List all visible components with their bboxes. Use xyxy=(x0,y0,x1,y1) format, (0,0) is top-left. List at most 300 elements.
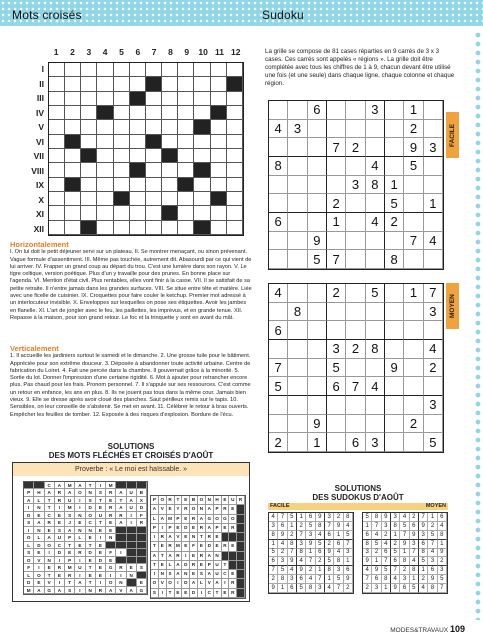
crossword-cell[interactable] xyxy=(178,120,194,134)
row-label: VI xyxy=(35,136,44,147)
sudoku-cell-empty-cell[interactable] xyxy=(366,232,385,251)
crossword-cell[interactable] xyxy=(65,120,81,134)
sudoku-grid-moyen[interactable] xyxy=(268,283,444,453)
solution-digit: 1 xyxy=(400,549,409,558)
solution-letter: I xyxy=(24,504,34,511)
crossword-cell[interactable] xyxy=(130,221,146,235)
sudoku-cell-empty-cell[interactable] xyxy=(424,250,443,269)
sudoku-cell-empty-cell[interactable] xyxy=(404,340,423,359)
sudoku-cell-empty-cell[interactable] xyxy=(269,138,288,157)
crossword-cell[interactable] xyxy=(162,77,178,91)
sudoku-cell-empty-cell[interactable] xyxy=(385,232,404,251)
crossword-cell[interactable] xyxy=(146,163,162,177)
sudoku-cell-empty-cell[interactable] xyxy=(346,303,365,322)
crossword-cell[interactable] xyxy=(130,192,146,206)
sudoku-cell-empty-cell[interactable] xyxy=(385,303,404,322)
crossword-cell[interactable] xyxy=(65,206,81,220)
crossword-cell[interactable] xyxy=(49,192,65,206)
crossword-row-labels xyxy=(28,62,46,236)
crossword-cell[interactable] xyxy=(146,221,162,235)
crossword-cell[interactable] xyxy=(130,206,146,220)
solution-letter: G xyxy=(106,564,116,571)
crossword-cell[interactable] xyxy=(97,206,113,220)
sudoku-cell-empty-cell[interactable] xyxy=(288,396,307,415)
solution-digit: 2 xyxy=(438,557,447,566)
sudoku-cell-empty-cell[interactable] xyxy=(288,415,307,434)
solution-letter: A xyxy=(116,504,126,511)
sudoku-cell-empty-cell[interactable] xyxy=(385,321,404,340)
sudoku-cell-empty-cell[interactable] xyxy=(346,250,365,269)
solution-letter: R xyxy=(182,505,190,514)
solution-letter: A xyxy=(127,497,137,504)
sudoku-cell-empty-cell[interactable] xyxy=(385,284,404,303)
sudoku-cell-empty-cell[interactable] xyxy=(424,157,443,176)
crossword-cell[interactable] xyxy=(49,135,65,149)
sudoku-cell-given: 4 xyxy=(366,377,385,396)
crossword-cell[interactable] xyxy=(178,163,194,177)
sudoku-cell-empty-cell[interactable] xyxy=(327,396,346,415)
crossword-cell[interactable] xyxy=(162,92,178,106)
sudoku-cell-empty-cell[interactable] xyxy=(346,232,365,251)
crossword-cell[interactable] xyxy=(114,106,130,120)
crossword-cell[interactable] xyxy=(194,206,210,220)
crossword-cell[interactable] xyxy=(146,92,162,106)
sudoku-cell-empty-cell[interactable] xyxy=(327,303,346,322)
sudoku-cell-empty-cell[interactable] xyxy=(308,284,327,303)
solution-letter: O xyxy=(86,512,96,519)
solution-digit: 5 xyxy=(297,584,306,593)
sudoku-cell-empty-cell[interactable] xyxy=(288,340,307,359)
crossword-cell[interactable] xyxy=(49,206,65,220)
solution-letter: R xyxy=(167,542,175,551)
sudoku-cell-empty-cell[interactable] xyxy=(385,396,404,415)
sudoku-cell-empty-cell[interactable] xyxy=(308,213,327,232)
crossword-cell[interactable] xyxy=(81,106,97,120)
solution-letter: H xyxy=(34,489,44,496)
crossword-cell[interactable] xyxy=(178,135,194,149)
crossword-cell[interactable] xyxy=(49,178,65,192)
solution-digit: 6 xyxy=(419,540,428,549)
crossword-cell[interactable] xyxy=(81,92,97,106)
sudoku-cell-empty-cell[interactable] xyxy=(366,396,385,415)
crossword-cell[interactable] xyxy=(49,149,65,163)
crossword-cell[interactable] xyxy=(227,178,243,192)
sudoku-cell-empty-cell[interactable] xyxy=(327,101,346,120)
crossword-cell[interactable] xyxy=(194,106,210,120)
sudoku-cell-empty-cell[interactable] xyxy=(288,377,307,396)
crossword-cell[interactable] xyxy=(227,221,243,235)
crossword-cell[interactable] xyxy=(65,221,81,235)
sudoku-cell-empty-cell[interactable] xyxy=(366,303,385,322)
solution-digit: 5 xyxy=(288,513,297,522)
solution-black-cell xyxy=(127,542,137,549)
solution-digit: 9 xyxy=(438,549,447,558)
sudoku-cell-empty-cell[interactable] xyxy=(269,194,288,213)
solution-digit: 1 xyxy=(391,531,400,540)
sudoku-cell-empty-cell[interactable] xyxy=(288,433,307,452)
crossword-cell[interactable] xyxy=(194,135,210,149)
crossword-cell[interactable] xyxy=(114,178,130,192)
solution-digit: 6 xyxy=(391,557,400,566)
crossword-cell[interactable] xyxy=(211,63,227,77)
crossword-cell[interactable] xyxy=(194,192,210,206)
crossword-cell[interactable] xyxy=(65,163,81,177)
solution-black-cell xyxy=(137,482,147,489)
sudoku-cell-empty-cell[interactable] xyxy=(269,415,288,434)
sudoku-cell-given: 7 xyxy=(424,284,443,303)
crossword-cell[interactable] xyxy=(81,135,97,149)
sudoku-cell-empty-cell[interactable] xyxy=(269,396,288,415)
crossword-cell[interactable] xyxy=(162,120,178,134)
crossword-cell[interactable] xyxy=(211,221,227,235)
sudoku-cell-empty-cell[interactable] xyxy=(385,415,404,434)
crossword-cell[interactable] xyxy=(146,106,162,120)
sudoku-cell-empty-cell[interactable] xyxy=(346,415,365,434)
crossword-cell[interactable] xyxy=(114,63,130,77)
sudoku-cell-empty-cell[interactable] xyxy=(385,433,404,452)
sudoku-cell-empty-cell[interactable] xyxy=(346,194,365,213)
crossword-cell[interactable] xyxy=(97,77,113,91)
crossword-cell[interactable] xyxy=(97,135,113,149)
crossword-cell[interactable] xyxy=(49,92,65,106)
sudoku-cell-empty-cell[interactable] xyxy=(404,194,423,213)
crossword-cell[interactable] xyxy=(211,178,227,192)
sudoku-cell-given: 8 xyxy=(366,340,385,359)
sudoku-cell-given: 9 xyxy=(308,415,327,434)
sudoku-cell-empty-cell[interactable] xyxy=(269,101,288,120)
crossword-cell[interactable] xyxy=(97,63,113,77)
sudoku-cell-empty-cell[interactable] xyxy=(424,213,443,232)
crossword-cell[interactable] xyxy=(146,149,162,163)
crossword-cell[interactable] xyxy=(178,92,194,106)
crossword-cell[interactable] xyxy=(227,149,243,163)
sudoku-cell-empty-cell[interactable] xyxy=(346,157,365,176)
sudoku-cell-empty-cell[interactable] xyxy=(288,284,307,303)
sudoku-cell-empty-cell[interactable] xyxy=(424,120,443,139)
sudoku-cell-empty-cell[interactable] xyxy=(346,396,365,415)
crossword-cell[interactable] xyxy=(227,92,243,106)
crossword-grid[interactable] xyxy=(48,62,244,236)
crossword-cell[interactable] xyxy=(97,192,113,206)
crossword-cell[interactable] xyxy=(49,120,65,134)
sudoku-cell-empty-cell[interactable] xyxy=(385,157,404,176)
crossword-cell[interactable] xyxy=(81,206,97,220)
sudoku-cell-given: 5 xyxy=(385,194,404,213)
crossword-cell[interactable] xyxy=(211,77,227,91)
sudoku-cell-empty-cell[interactable] xyxy=(308,303,327,322)
sudoku-cell-empty-cell[interactable] xyxy=(346,284,365,303)
solution-letter: E xyxy=(106,519,116,526)
sudoku-cell-empty-cell[interactable] xyxy=(424,377,443,396)
sudoku-cell-empty-cell[interactable] xyxy=(404,433,423,452)
solution-digit: 8 xyxy=(278,575,287,584)
solution-letter: E xyxy=(198,542,206,551)
sudoku-cell-empty-cell[interactable] xyxy=(366,359,385,378)
crossword-cell[interactable] xyxy=(97,120,113,134)
crossword-cell[interactable] xyxy=(194,149,210,163)
solution-digit: 4 xyxy=(382,540,391,549)
solution-digit: 3 xyxy=(325,513,334,522)
sudoku-cell-empty-cell[interactable] xyxy=(308,120,327,139)
sudoku-cell-empty-cell[interactable] xyxy=(269,176,288,195)
sudoku-cell-empty-cell[interactable] xyxy=(346,120,365,139)
crossword-cell[interactable] xyxy=(65,77,81,91)
sudoku-cell-empty-cell[interactable] xyxy=(308,176,327,195)
crossword-cell[interactable] xyxy=(211,149,227,163)
crossword-cell[interactable] xyxy=(146,206,162,220)
crossword-cell[interactable] xyxy=(194,178,210,192)
sudoku-cell-empty-cell[interactable] xyxy=(327,176,346,195)
sudoku-cell-empty-cell[interactable] xyxy=(327,232,346,251)
row-label: XI xyxy=(35,209,44,219)
crossword-cell[interactable] xyxy=(227,135,243,149)
crossword-cell[interactable] xyxy=(178,149,194,163)
crossword-cell[interactable] xyxy=(97,92,113,106)
solution-black-cell xyxy=(116,534,126,541)
sudoku-cell-given: 5 xyxy=(308,250,327,269)
sudoku-grid-facile[interactable] xyxy=(268,100,444,270)
crossword-cell[interactable] xyxy=(211,120,227,134)
crossword-cell[interactable] xyxy=(97,221,113,235)
sudoku-cell-empty-cell[interactable] xyxy=(366,250,385,269)
sudoku-cell-empty-cell[interactable] xyxy=(404,250,423,269)
sudoku-cell-empty-cell[interactable] xyxy=(346,101,365,120)
sudoku-cell-empty-cell[interactable] xyxy=(404,303,423,322)
solution-letter: R xyxy=(55,564,65,571)
crossword-cell[interactable] xyxy=(114,206,130,220)
crossword-cell[interactable] xyxy=(146,178,162,192)
section-title-crossword: Mots croisés xyxy=(12,8,82,22)
crossword-cell[interactable] xyxy=(65,192,81,206)
row-label: VII xyxy=(33,151,44,161)
crossword-cell[interactable] xyxy=(162,221,178,235)
crossword-cell[interactable] xyxy=(162,135,178,149)
sudoku-cell-empty-cell[interactable] xyxy=(327,157,346,176)
sudoku-cell-empty-cell[interactable] xyxy=(404,176,423,195)
crossword-cell[interactable] xyxy=(49,163,65,177)
crossword-cell[interactable] xyxy=(227,63,243,77)
crossword-cell[interactable] xyxy=(227,106,243,120)
sudoku-cell-empty-cell[interactable] xyxy=(288,176,307,195)
sudoku-cell-empty-cell[interactable] xyxy=(269,303,288,322)
solution-letter: A xyxy=(65,489,75,496)
sudoku-cell-empty-cell[interactable] xyxy=(366,138,385,157)
sudoku-cell-empty-cell[interactable] xyxy=(346,359,365,378)
crossword-cell[interactable] xyxy=(65,106,81,120)
crossword-cell[interactable] xyxy=(81,63,97,77)
sudoku-cell-empty-cell[interactable] xyxy=(269,250,288,269)
solution-letter: A xyxy=(214,579,222,588)
crossword-cell[interactable] xyxy=(211,206,227,220)
crossword-cell[interactable] xyxy=(130,135,146,149)
sudoku-cell-empty-cell[interactable] xyxy=(366,321,385,340)
crossword-cell[interactable] xyxy=(81,77,97,91)
crossword-cell[interactable] xyxy=(49,106,65,120)
crossword-cell[interactable] xyxy=(146,192,162,206)
sudoku-cell-given: 5 xyxy=(269,377,288,396)
sudoku-cell-empty-cell[interactable] xyxy=(327,415,346,434)
sudoku-cell-empty-cell[interactable] xyxy=(366,120,385,139)
solution-letter: R xyxy=(206,533,214,542)
solution-digit: 5 xyxy=(428,531,437,540)
sudoku-cell-empty-cell[interactable] xyxy=(385,340,404,359)
sudoku-cell-empty-cell[interactable] xyxy=(269,340,288,359)
crossword-cell[interactable] xyxy=(65,149,81,163)
crossword-cell[interactable] xyxy=(178,221,194,235)
crossword-cell[interactable] xyxy=(211,92,227,106)
sudoku-cell-empty-cell[interactable] xyxy=(308,396,327,415)
sudoku-cell-empty-cell[interactable] xyxy=(288,321,307,340)
crossword-cell[interactable] xyxy=(114,149,130,163)
sudoku-cell-empty-cell[interactable] xyxy=(385,120,404,139)
sudoku-cell-empty-cell[interactable] xyxy=(424,415,443,434)
sudoku-cell-empty-cell[interactable] xyxy=(308,340,327,359)
sudoku-cell-empty-cell[interactable] xyxy=(424,321,443,340)
crossword-cell[interactable] xyxy=(114,92,130,106)
sudoku-solution-medium xyxy=(362,512,448,594)
crossword-cell[interactable] xyxy=(194,92,210,106)
crossword-cell[interactable] xyxy=(194,63,210,77)
sudoku-cell-empty-cell[interactable] xyxy=(288,250,307,269)
sudoku-cell-empty-cell[interactable] xyxy=(288,194,307,213)
sudoku-cell-empty-cell[interactable] xyxy=(288,359,307,378)
sudoku-cell-empty-cell[interactable] xyxy=(308,359,327,378)
crossword-cell[interactable] xyxy=(114,77,130,91)
crossword-cell[interactable] xyxy=(146,63,162,77)
sudoku-cell-empty-cell[interactable] xyxy=(308,321,327,340)
crossword-cell[interactable] xyxy=(114,135,130,149)
crossword-cell[interactable] xyxy=(81,163,97,177)
crossword-cell[interactable] xyxy=(114,120,130,134)
crossword-cell[interactable] xyxy=(178,63,194,77)
crossword-cell[interactable] xyxy=(227,192,243,206)
sudoku-cell-empty-cell[interactable] xyxy=(404,213,423,232)
solution-letter: C xyxy=(55,542,65,549)
crossword-cell[interactable] xyxy=(178,106,194,120)
crossword-cell[interactable] xyxy=(130,106,146,120)
crossword-cell[interactable] xyxy=(162,63,178,77)
crossword-cell[interactable] xyxy=(227,163,243,177)
sudoku-cell-empty-cell[interactable] xyxy=(327,433,346,452)
solution-digit: 3 xyxy=(419,531,428,540)
sudoku-cell-empty-cell[interactable] xyxy=(404,321,423,340)
crossword-cell[interactable] xyxy=(178,77,194,91)
solution-letter: O xyxy=(34,572,44,579)
solution-letter: P xyxy=(24,489,34,496)
sudoku-cell-empty-cell[interactable] xyxy=(288,138,307,157)
solution-letter: I xyxy=(75,504,85,511)
solution-letter: S xyxy=(65,512,75,519)
sudoku-cell-empty-cell[interactable] xyxy=(269,232,288,251)
solution-digit: 4 xyxy=(391,575,400,584)
crossword-cell[interactable] xyxy=(114,221,130,235)
sudoku-cell-empty-cell[interactable] xyxy=(308,157,327,176)
crossword-cell[interactable] xyxy=(97,149,113,163)
crossword-cell[interactable] xyxy=(146,120,162,134)
solution-digit: 3 xyxy=(316,584,325,593)
crossword-cell[interactable] xyxy=(49,77,65,91)
crossword-cell[interactable] xyxy=(81,192,97,206)
solution-letter: R xyxy=(237,496,245,505)
sudoku-cell-empty-cell[interactable] xyxy=(308,194,327,213)
crossword-cell[interactable] xyxy=(130,120,146,134)
sudoku-cell-empty-cell[interactable] xyxy=(404,377,423,396)
sudoku-cell-given: 8 xyxy=(269,157,288,176)
sudoku-cell-empty-cell[interactable] xyxy=(308,138,327,157)
sudoku-cell-empty-cell[interactable] xyxy=(385,138,404,157)
solution-digit: 2 xyxy=(382,531,391,540)
solution-letter: E xyxy=(214,533,222,542)
sudoku-cell-empty-cell[interactable] xyxy=(366,415,385,434)
sudoku-cell-given: 8 xyxy=(288,303,307,322)
crossword-cell[interactable] xyxy=(211,163,227,177)
sudoku-cell-empty-cell[interactable] xyxy=(288,101,307,120)
solution-letter: E xyxy=(45,527,55,534)
solution-letter: N xyxy=(182,570,190,579)
crossword-cell[interactable] xyxy=(130,63,146,77)
crossword-cell[interactable] xyxy=(114,163,130,177)
solution-letter: U xyxy=(75,564,85,571)
crossword-cell[interactable] xyxy=(65,92,81,106)
solution-digit: 7 xyxy=(391,566,400,575)
crossword-cell[interactable] xyxy=(49,63,65,77)
sudoku-cell-empty-cell[interactable] xyxy=(385,101,404,120)
sudoku-cell-empty-cell[interactable] xyxy=(346,213,365,232)
solution-letter: U xyxy=(214,561,222,570)
sudoku-cell-empty-cell[interactable] xyxy=(404,359,423,378)
crossword-cell[interactable] xyxy=(162,192,178,206)
crossword-cell[interactable] xyxy=(227,206,243,220)
crossword-cell[interactable] xyxy=(227,120,243,134)
sudoku-cell-empty-cell[interactable] xyxy=(288,213,307,232)
crossword-cell[interactable] xyxy=(130,178,146,192)
sudoku-cell-empty-cell[interactable] xyxy=(288,232,307,251)
sudoku-cell-empty-cell[interactable] xyxy=(288,157,307,176)
solution-digit: 6 xyxy=(316,549,325,558)
crossword-cell[interactable] xyxy=(162,106,178,120)
crossword-cell[interactable] xyxy=(211,135,227,149)
sudoku-cell-empty-cell[interactable] xyxy=(385,377,404,396)
solution-letter: R xyxy=(167,496,175,505)
solution-letter: I xyxy=(75,557,85,564)
sudoku-cell-empty-cell[interactable] xyxy=(327,120,346,139)
crossword-cell[interactable] xyxy=(162,178,178,192)
crossword-cell[interactable] xyxy=(65,63,81,77)
crossword-cell[interactable] xyxy=(49,221,65,235)
sudoku-cell-empty-cell[interactable] xyxy=(424,101,443,120)
solution-digit: 6 xyxy=(363,531,372,540)
crossword-cell[interactable] xyxy=(81,120,97,134)
crossword-cell[interactable] xyxy=(162,163,178,177)
crossword-cell[interactable] xyxy=(130,149,146,163)
sudoku-cell-empty-cell[interactable] xyxy=(308,377,327,396)
sudoku-cell-empty-cell[interactable] xyxy=(327,321,346,340)
solution-letter: I xyxy=(106,572,116,579)
solution-letter: E xyxy=(222,496,230,505)
sudoku-cell-empty-cell[interactable] xyxy=(404,396,423,415)
crossword-cell[interactable] xyxy=(130,77,146,91)
crossword-cell[interactable] xyxy=(97,178,113,192)
sudoku-cell-empty-cell[interactable] xyxy=(424,176,443,195)
sudoku-cell-empty-cell[interactable] xyxy=(366,194,385,213)
crossword-cell[interactable] xyxy=(81,178,97,192)
crossword-cell[interactable] xyxy=(178,192,194,206)
sudoku-cell-empty-cell[interactable] xyxy=(346,321,365,340)
crossword-cell[interactable] xyxy=(178,206,194,220)
solution-letter: I xyxy=(116,572,126,579)
crossword-cell[interactable] xyxy=(97,163,113,177)
crossword-cell[interactable] xyxy=(194,77,210,91)
